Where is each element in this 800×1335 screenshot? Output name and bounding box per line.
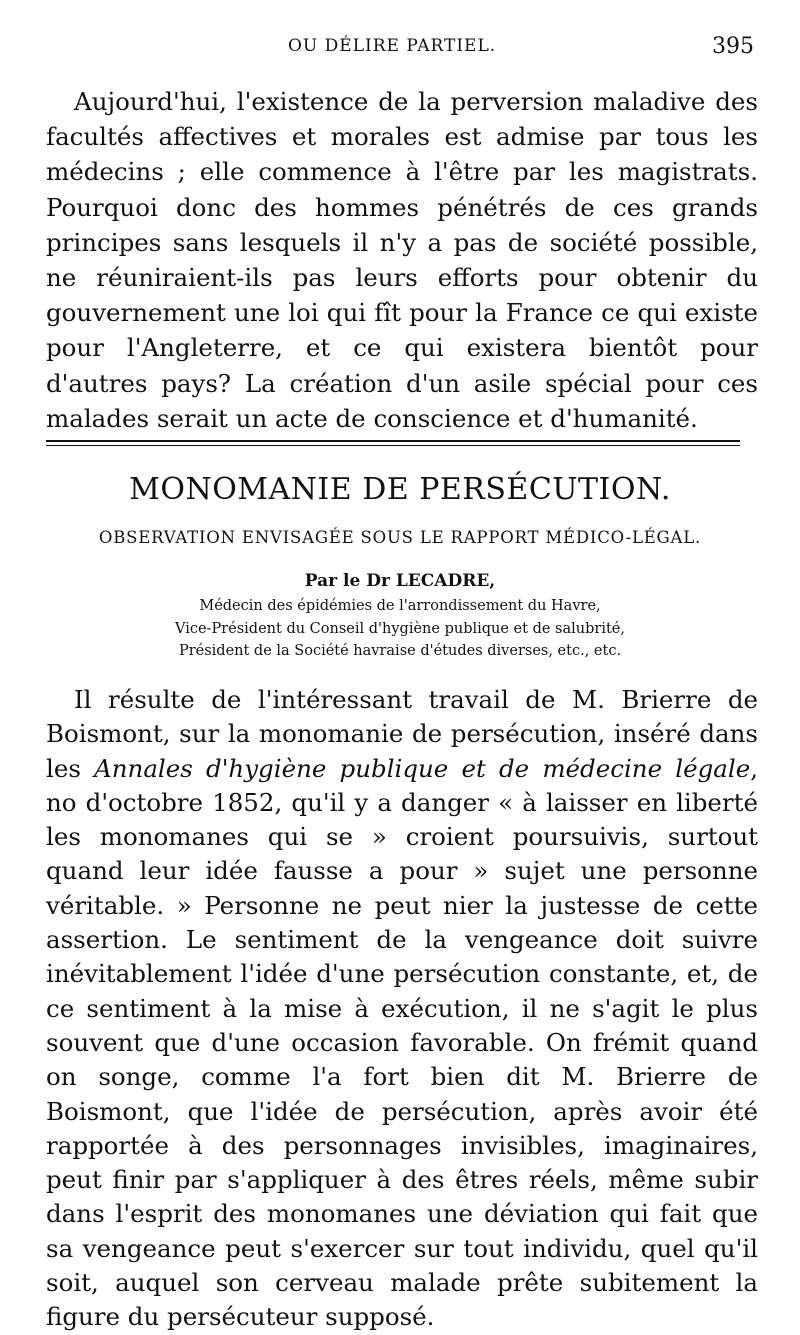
article-body-text: Il résulte de l'intéressant travail de M. Brierre de Boismont, sur la monomanie de persécution, inséré dans les [46,685,758,783]
author-credit: Président de la Société havraise d'études diverses, etc., etc. [178,643,622,659]
running-title: OU DÉLIRE PARTIEL. [288,36,497,56]
article-title: MONOMANIE DE PERSÉCUTION. [129,472,671,507]
intro-paragraph-text: Aujourd'hui, l'existence de la perversion maladive des facultés affectives et morales est admise par tous les médecins ; elle commence à l'être par les magistrats. Pourquoi donc des hommes pénétrés de ces grands principes sans lesquels il n'y a pas de société possible, ne réuniraient-ils pas leurs efforts pour obtenir du gouvernement une loi qui fît pour la France ce qui existe pour l'Angleterre, et ce qui existera bientôt pour d'autres pays? La création d'un asile spécial pour ces malades serait un acte de conscience et d'humanité. [46,87,758,433]
author-credit: Vice-Président du Conseil d'hygiène publique et de salubrité, [175,621,625,637]
author-credit: Médecin des épidémies de l'arrondissement du Havre, [199,598,601,614]
page-number: 395 [712,34,754,59]
page-header [0,34,800,64]
journal-title: Annales d'hygiène publique et de médecine légale [94,753,751,783]
intro-paragraph [46,84,758,436]
section-divider-thin [46,445,740,446]
article-body [46,683,758,1335]
article-subtitle: OBSERVATION ENVISAGÉE SOUS LE RAPPORT MÉDICO-LÉGAL. [98,528,702,547]
article-author: Par le Dr LECADRE, [304,571,496,591]
section-divider-thick [46,440,740,442]
article-body-text: , no d'octobre 1852, qu'il y a danger « à laisser en liberté les monomanes qui se » croient poursuivis, surtout quand leur idée fausse a pour » sujet une personne véritable. » Personne ne peut nier la justesse de cette assertion. Le sentiment de la vengeance doit suivre inévitablement l'idée d'une persécution constante, et, de ce sentiment à la mise à exécution, il ne s'agit le plus souvent que d'une occasion favorable. On frémit quand on songe, comme l'a fort bien dit M. Brierre de Boismont, que l'idée de persécution, après avoir été rapportée à des personnages invisibles, imaginaires, peut finir par s'appliquer à des êtres réels, même subir dans l'esprit des monomanes une déviation qui fait que sa vengeance peut s'exercer sur tout individu, quel qu'il soit, auquel son cerveau malade prête subitement la figure du persécuteur supposé. [46,753,758,1332]
